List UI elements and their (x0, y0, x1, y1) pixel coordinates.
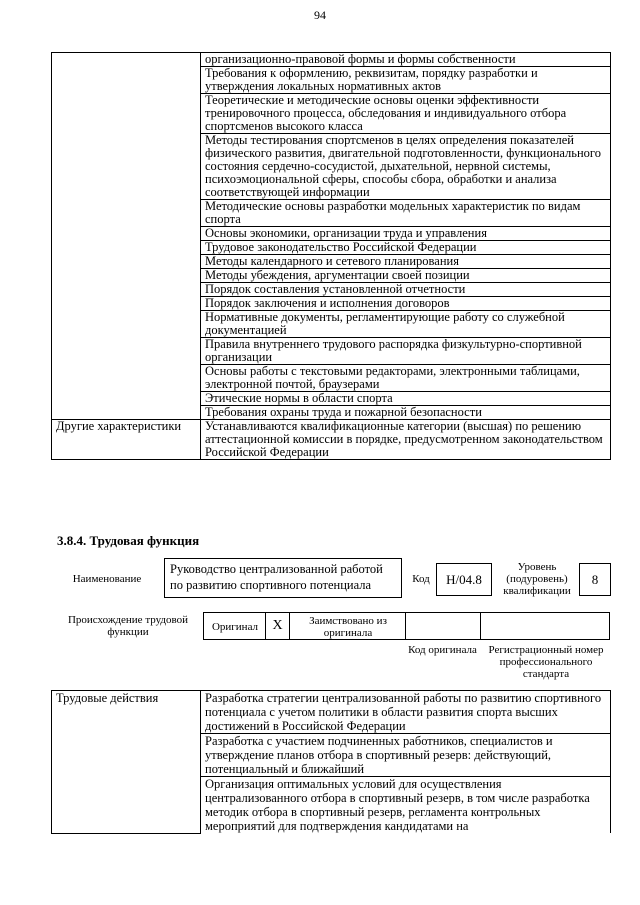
original-mark: X (266, 613, 290, 639)
borrowed-label: Заимствовано из оригинала (309, 615, 387, 639)
other-characteristics-text: Устанавливаются квалификационные категории (высшая) по решению аттестационной комиссии в порядке, предусмотренном законодательством Российской Федерации (201, 420, 611, 460)
reg-number-label: Регистрационный номер профессионального стандарта (488, 644, 604, 680)
labor-action-item: Разработка с участием подчиненных работников, специалистов и утверждение планов отбора в спортивный резерв: действующий, потенциальный и ближайший (201, 734, 611, 777)
level-label: Уровень (подуровень) квалификации (503, 561, 571, 597)
knowledge-item: Методы тестирования спортсменов в целях определения показателей физического развития, двигательной подготовленности, функционального состояния сердечно-сосудистой, дыхательной, нервной системы, психоэмоциональной сферы, способы сбора, обработки и анализа соответствующей информации (201, 134, 611, 200)
labor-action-item: Организация оптимальных условий для осуществления централизованного отбора в спортивный резерв, в том числе разработка методик отбора в спортивный резерв, регламента контрольных мероприятий для подтверждения кандидатами на (201, 777, 611, 834)
original-cell (204, 613, 266, 639)
knowledge-item: Основы экономики, организации труда и управления (201, 227, 611, 241)
knowledge-item: Трудовое законодательство Российской Федерации (201, 241, 611, 255)
code-original-cell (406, 613, 481, 639)
original-label: Оригинал (211, 621, 259, 633)
knowledge-item: Методические основы разработки модельных характеристик по видам спорта (201, 200, 611, 227)
code-original-label: Код оригинала (408, 644, 477, 656)
knowledge-item: организационно-правовой формы и формы собственности (201, 53, 611, 67)
origin-label: Происхождение трудовой функции (67, 614, 189, 638)
knowledge-item: Методы календарного и сетевого планирования (201, 255, 611, 269)
knowledge-item: Правила внутреннего трудового распорядка физкультурно-спортивной организации (201, 338, 611, 365)
knowledge-item: Требования охраны труда и пожарной безопасности (201, 406, 611, 420)
other-characteristics-label: Другие характеристики (52, 420, 201, 460)
knowledge-item: Этические нормы в области спорта (201, 392, 611, 406)
labor-actions-table (51, 690, 611, 834)
level-value-box: 8 (579, 563, 611, 596)
labor-action-item: Разработка стратегии централизованной работы по развитию спортивного потенциала с учетом политики в области развития спорта высших достижений в Российской Федерации (201, 691, 611, 734)
name-label: Наименование (72, 573, 142, 585)
section-title: 3.8.4. Трудовая функция (57, 533, 200, 548)
function-name-box: Руководство централизованной работой по развитию спортивного потенциала (164, 558, 402, 598)
knowledge-item: Требования к оформлению, реквизитам, порядку разработки и утверждения локальных нормативных актов (201, 67, 611, 94)
knowledge-item: Порядок составления установленной отчетности (201, 283, 611, 297)
labor-actions-label: Трудовые действия (52, 691, 201, 834)
requirements-left-cell (52, 53, 201, 420)
knowledge-item: Нормативные документы, регламентирующие работу со служебной документацией (201, 311, 611, 338)
knowledge-item: Основы работы с текстовыми редакторами, электронными таблицами, электронной почтой, браузерами (201, 365, 611, 392)
knowledge-item: Порядок заключения и исполнения договоров (201, 297, 611, 311)
code-value-box: H/04.8 (436, 563, 492, 596)
page-number: 94 (314, 8, 326, 22)
requirements-table (51, 52, 611, 460)
borrowed-cell (290, 613, 406, 639)
knowledge-item: Теоретические и методические основы оценки эффективности тренировочного процесса, обследования и индивидуального отбора спортсменов высокого класса (201, 94, 611, 134)
knowledge-item: Методы убеждения, аргументации своей позиции (201, 269, 611, 283)
code-label: Код (412, 573, 430, 585)
reg-number-cell (481, 613, 609, 639)
origin-row (203, 612, 610, 640)
